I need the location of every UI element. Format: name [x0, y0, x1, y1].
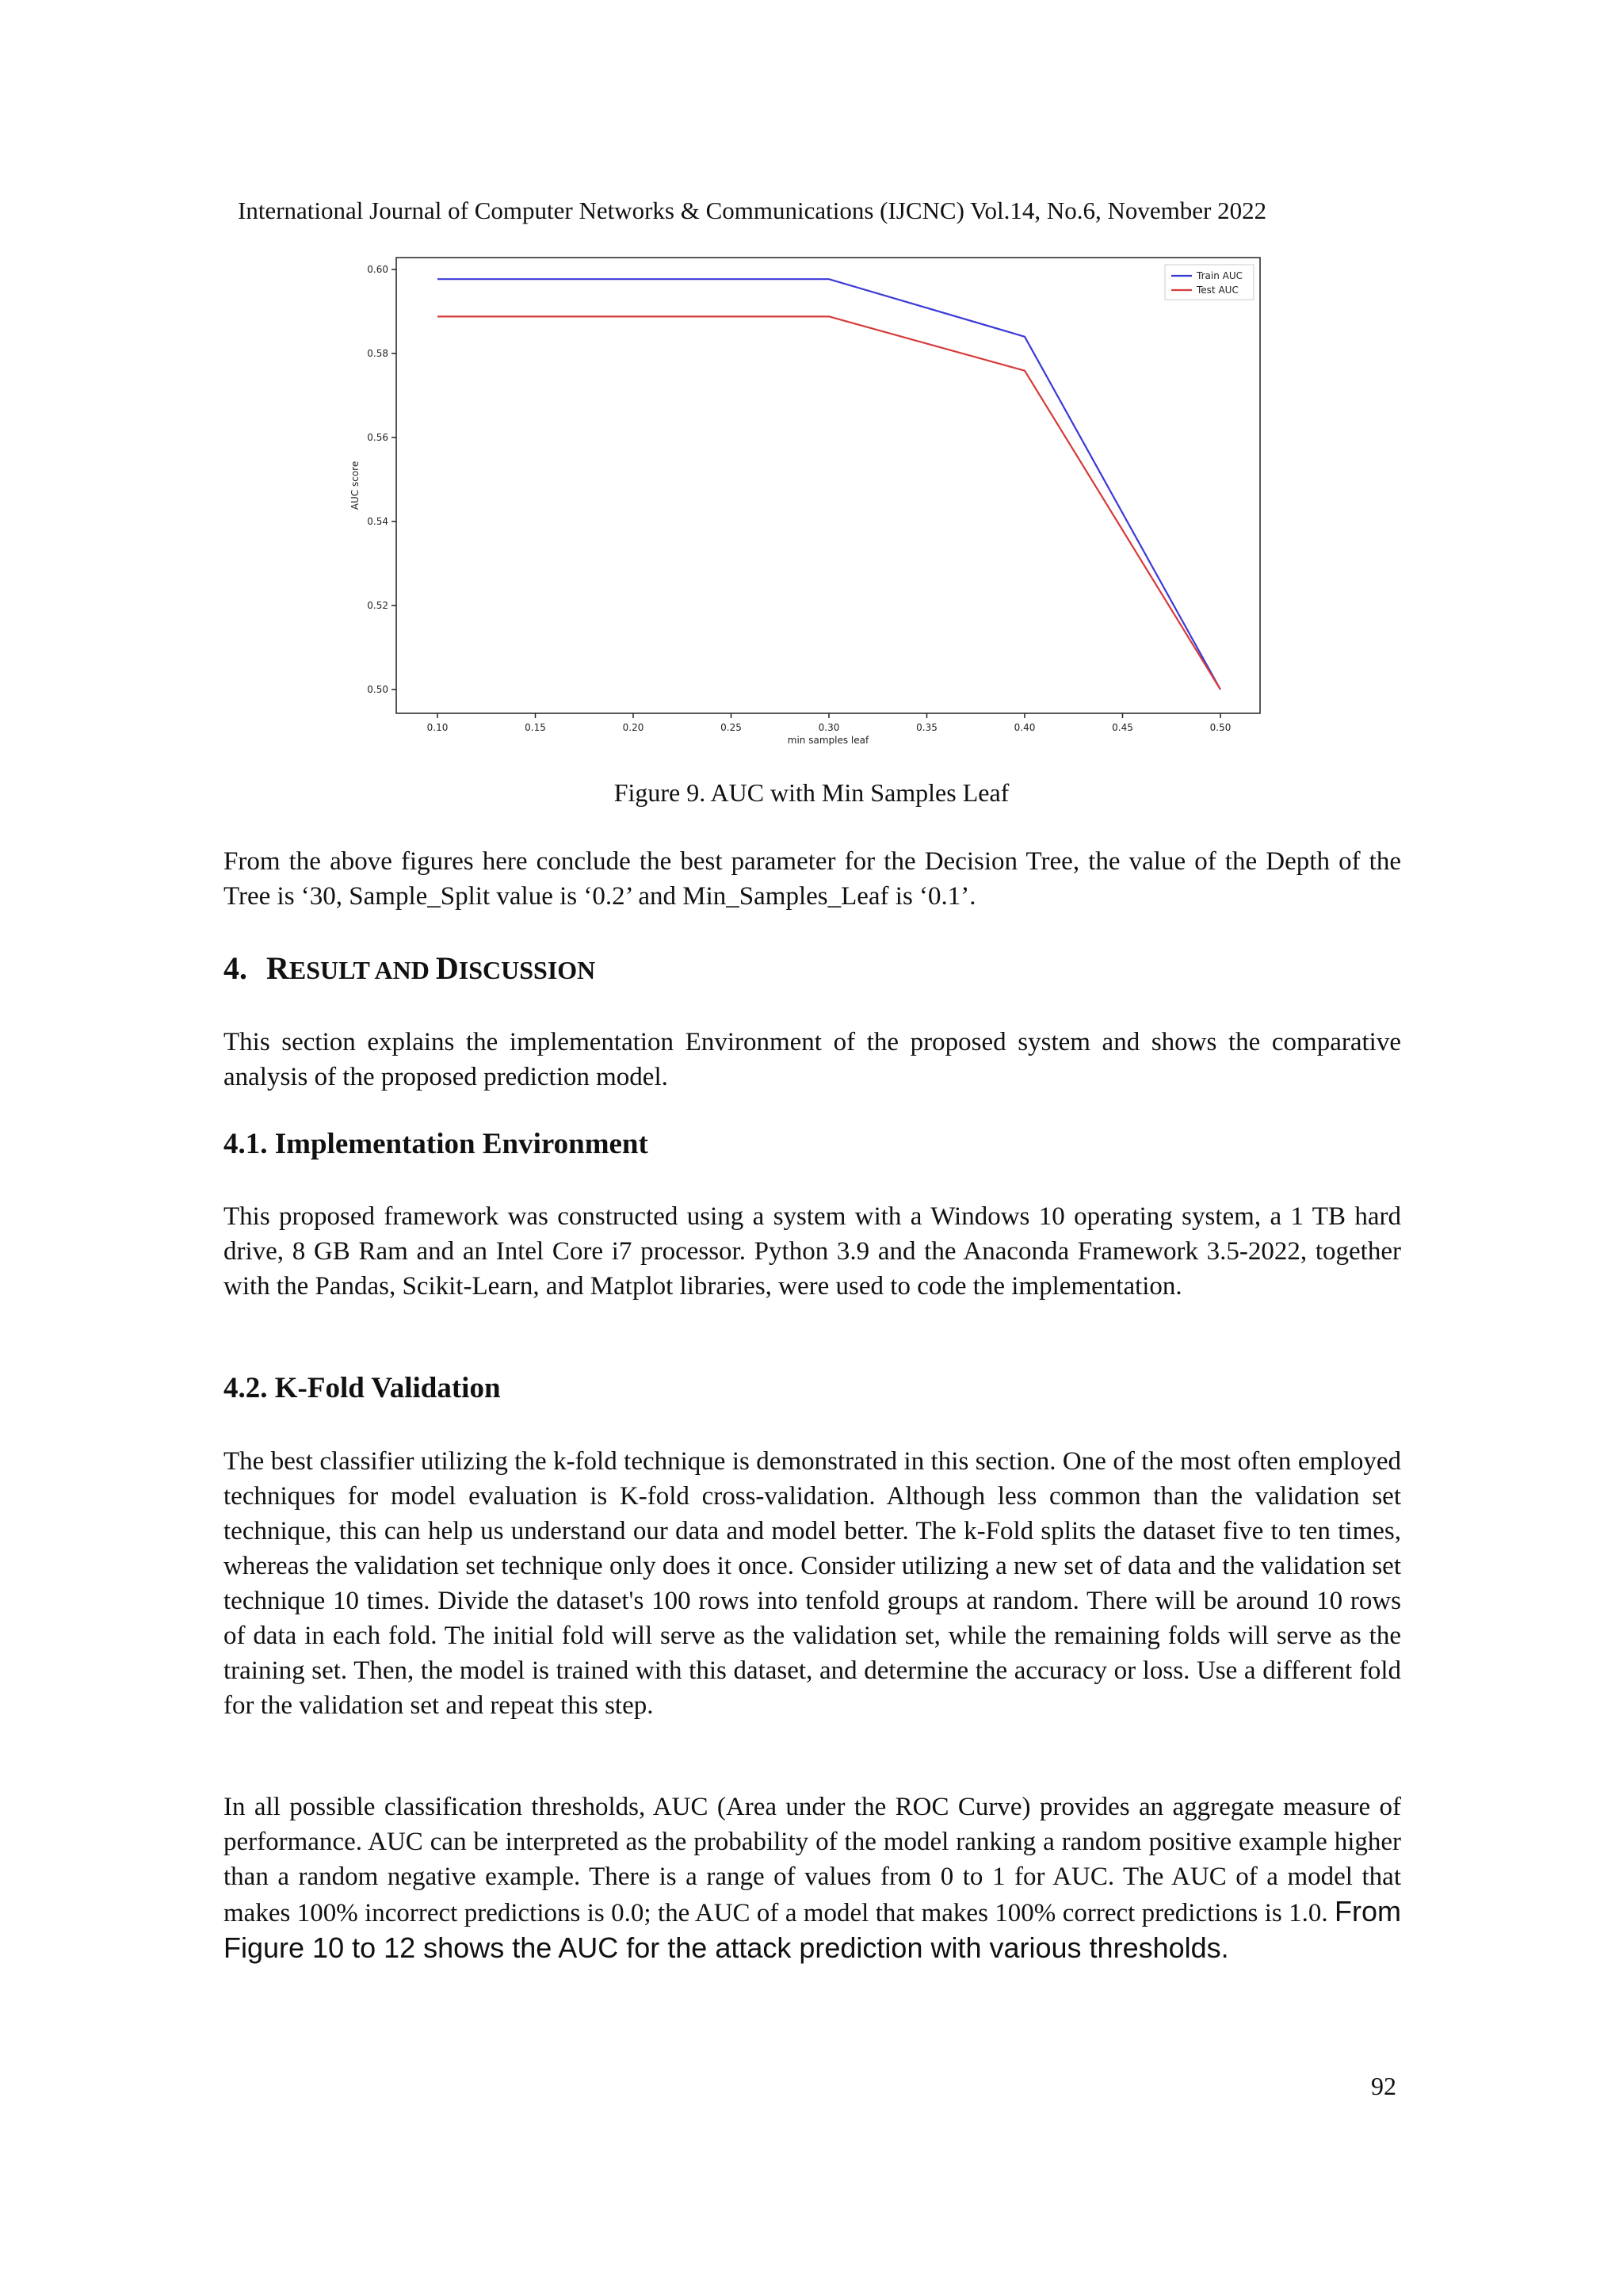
y-tick-label: 0.54: [367, 516, 388, 527]
paragraph-intro: [223, 1025, 1401, 1095]
y-axis-label: AUC score: [349, 460, 361, 510]
paragraph-auc-part1: In all possible classification thresholds, AUC (Area under the ROC Curve) provides an aggregate measure of performance. AUC can be interpreted as the probability of the model ranking a random positive example higher than a random negative example. There is a range of values from 0 to 1 for AUC. The AUC of a model that makes 100% incorrect predictions is 0.0; the AUC of a model that makes 100% correct predictions is 1.0.: [223, 1793, 1401, 1927]
x-tick-label: 0.50: [1209, 722, 1232, 733]
section-title-rest2: ISCUSSION: [458, 956, 596, 984]
x-tick-label: 0.25: [720, 722, 742, 733]
x-tick-label: 0.15: [525, 722, 546, 733]
section-title-rest1: ESULT AND: [288, 956, 436, 984]
y-tick-label: 0.60: [367, 264, 388, 275]
paragraph-auc-text: [223, 1790, 1401, 1967]
x-tick-label: 0.10: [426, 722, 449, 733]
series-line-test-auc: [437, 316, 1220, 690]
paragraph-auc-part2: From Figure 10 to 12 shows the AUC for the attack prediction with various thresholds.: [223, 1895, 1402, 1964]
subsection-4-2-heading: 4.2. K-Fold Validation: [223, 1372, 501, 1404]
figure-caption: Figure 9. AUC with Min Samples Leaf: [613, 778, 1010, 807]
section-title-d: D: [435, 950, 459, 986]
paragraph-kfold-text: The best classifier utilizing the k-fold technique is demonstrated in this section. One of the most often employed techniques for model evaluation is K-fold cross-validation. Although less common than the validation set technique, this can help us understand our data and model better. The k-Fold splits the dataset five to ten times, whereas the validation set technique only does it once. Consider utilizing a new set of data and the validation set technique 10 times. Divide the dataset's 100 rows into tenfold groups at random. There will be around 10 rows of data in each fold. The initial fold will serve as the validation set, while the remaining folds will serve as the training set. Then, the model is trained with this dataset, and determine the accuracy or loss. Use a different fold for the validation set and repeat this step.: [223, 1447, 1401, 1720]
x-tick-label: 0.35: [916, 722, 938, 733]
section-heading: [223, 949, 595, 987]
running-header: International Journal of Computer Networks & Communications (IJCNC) Vol.14, No.6, November 2022: [238, 197, 1267, 224]
section-number: 4.: [223, 950, 247, 986]
paragraph-conclusion-text: From the above figures here conclude the best parameter for the Decision Tree, the value of the Depth of the Tree is ‘30, Sample_Split value is ‘0.2’ and Min_Samples_Leaf is ‘0.1’.: [223, 847, 1401, 911]
paragraph-environment-text: This proposed framework was constructed using a system with a Windows 10 operating system, a 1 TB hard drive, 8 GB Ram and an Intel Core i7 processor. Python 3.9 and the Anaconda Framework 3.5-2022, together with the Pandas, Scikit-Learn, and Matplot libraries, were used to code the implementation.: [223, 1202, 1401, 1301]
paragraph-intro-text: This section explains the implementation Environment of the proposed system and shows the comparative analysis of the proposed prediction model.: [223, 1028, 1401, 1091]
paragraph-conclusion: [223, 844, 1401, 914]
legend-label: Test AUC: [1197, 285, 1239, 296]
paragraph-kfold: [223, 1444, 1401, 1723]
series-line-train-auc: [437, 279, 1220, 690]
x-tick-label: 0.20: [622, 722, 644, 733]
legend-label: Train AUC: [1197, 270, 1243, 281]
y-tick-label: 0.58: [367, 348, 388, 359]
x-tick-label: 0.45: [1112, 722, 1133, 733]
paragraph-auc: [223, 1790, 1401, 1967]
auc-line-chart: [341, 254, 1292, 753]
x-tick-label: 0.40: [1014, 722, 1036, 733]
paragraph-environment: [223, 1199, 1401, 1304]
x-tick-label: 0.30: [818, 722, 840, 733]
y-tick-label: 0.52: [367, 600, 388, 611]
y-tick-label: 0.50: [367, 684, 388, 695]
plot-frame: [396, 258, 1260, 713]
section-title-r: R: [266, 950, 289, 986]
x-axis-label: min samples leaf: [787, 735, 869, 746]
page-number: 92: [1371, 2072, 1396, 2100]
y-tick-label: 0.56: [367, 432, 388, 443]
subsection-4-1-heading: 4.1. Implementation Environment: [223, 1128, 648, 1160]
